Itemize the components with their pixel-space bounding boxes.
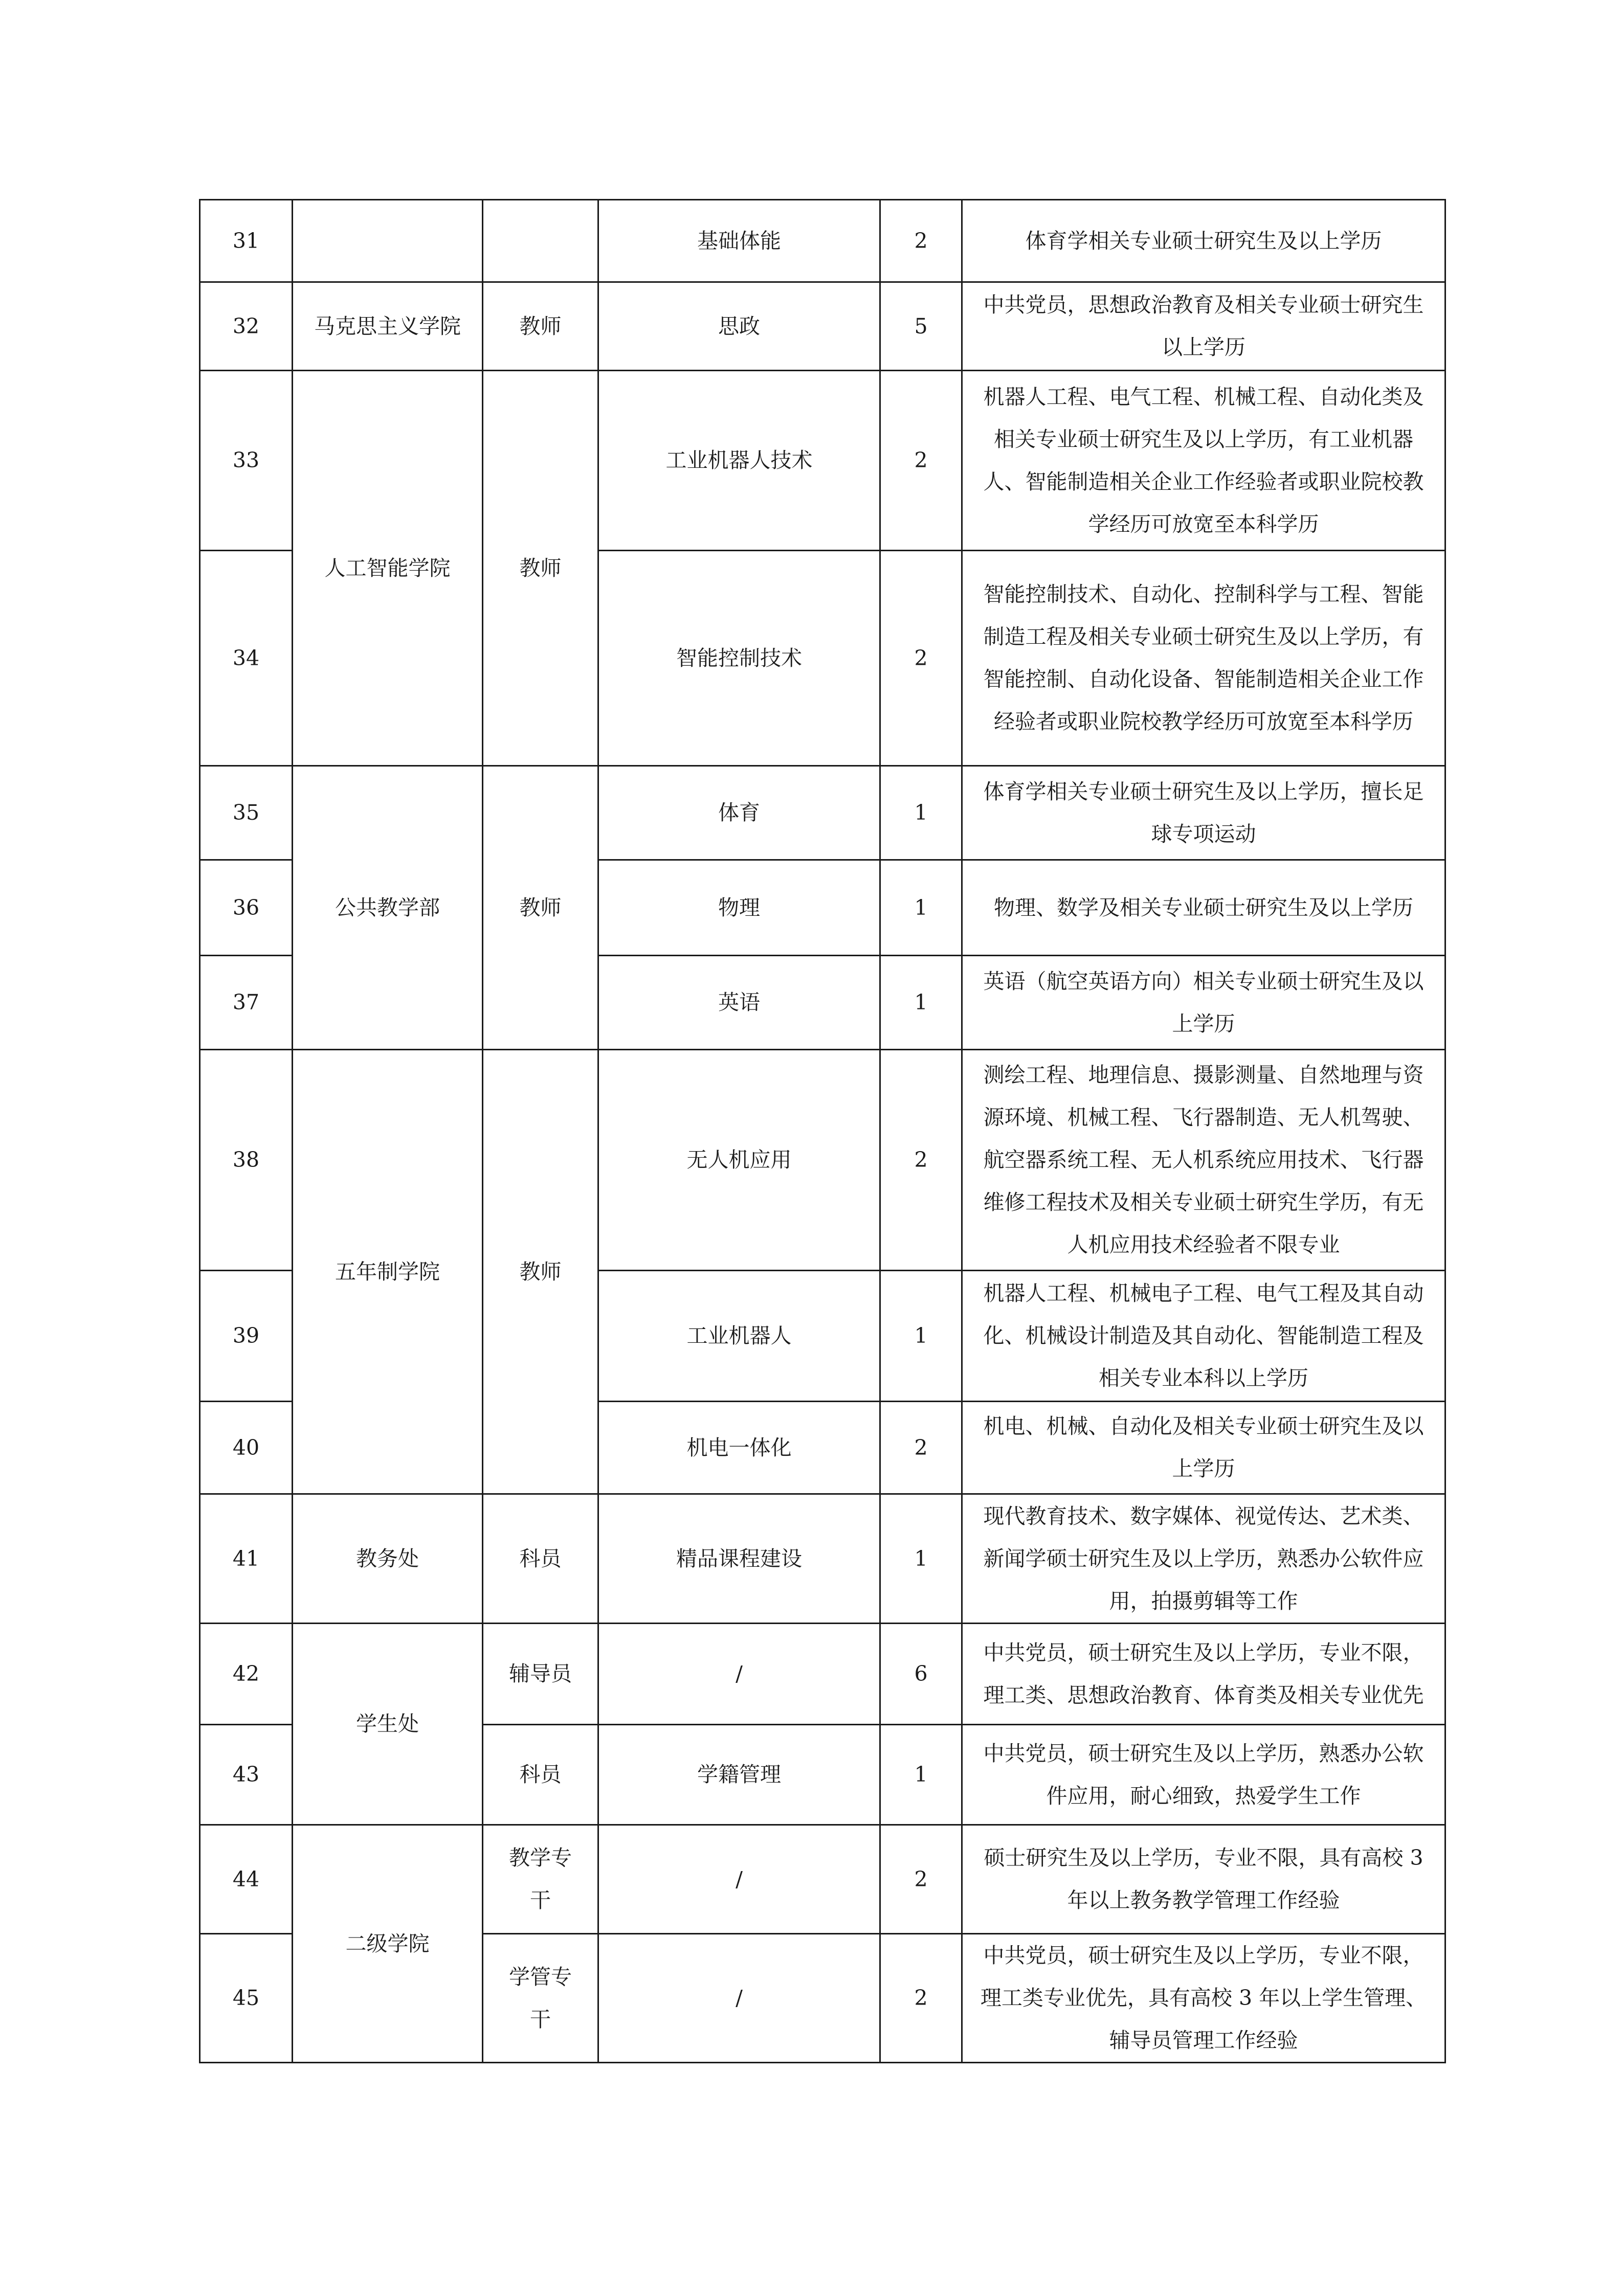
requirements-cell: 现代教育技术、数字媒体、视觉传达、艺术类、 新闻学硕士研究生及以上学历，熟悉办公软件应 用，拍摄剪辑等工作 (962, 1494, 1445, 1624)
position-cell: 教师 (483, 766, 598, 1050)
requirements-cell: 机器人工程、电气工程、机械工程、自动化类及 相关专业硕士研究生及以上学历，有工业机器 人、智能制造相关企业工作经验者或职业院校教 学经历可放宽至本科学历 (962, 371, 1445, 551)
headcount-cell: 6 (880, 1624, 962, 1725)
requirements-cell: 物理、数学及相关专业硕士研究生及以上学历 (962, 860, 1445, 956)
position-cell: 教学专 干 (483, 1825, 598, 1934)
row-number: 43 (200, 1725, 293, 1825)
table-row (200, 282, 1445, 371)
major-cell: / (598, 1825, 880, 1934)
major-cell: 思政 (598, 282, 880, 371)
requirements-cell: 中共党员，硕士研究生及以上学历，专业不限， 理工类专业优先，具有高校 3 年以上学生管理、 辅导员管理工作经验 (962, 1934, 1445, 2063)
headcount-cell: 2 (880, 1934, 962, 2063)
major-cell: 工业机器人技术 (598, 371, 880, 551)
major-cell: 机电一体化 (598, 1402, 880, 1494)
major-cell: 体育 (598, 766, 880, 860)
row-number: 40 (200, 1402, 293, 1494)
requirements-cell: 机电、机械、自动化及相关专业硕士研究生及以 上学历 (962, 1402, 1445, 1494)
department-cell: 五年制学院 (293, 1050, 483, 1494)
headcount-cell: 1 (880, 860, 962, 956)
position-cell: 辅导员 (483, 1624, 598, 1725)
major-cell: 无人机应用 (598, 1050, 880, 1271)
headcount-cell: 2 (880, 551, 962, 766)
requirements-cell: 体育学相关专业硕士研究生及以上学历，擅长足 球专项运动 (962, 766, 1445, 860)
major-cell: / (598, 1934, 880, 2063)
row-number: 37 (200, 956, 293, 1050)
row-number: 45 (200, 1934, 293, 2063)
table-row (200, 1825, 1445, 1934)
table-row (200, 1624, 1445, 1725)
headcount-cell: 2 (880, 1050, 962, 1271)
table-row (200, 766, 1445, 860)
row-number: 35 (200, 766, 293, 860)
requirements-cell: 机器人工程、机械电子工程、电气工程及其自动 化、机械设计制造及其自动化、智能制造工程及 相关专业本科以上学历 (962, 1271, 1445, 1402)
row-number: 34 (200, 551, 293, 766)
department-cell: 教务处 (293, 1494, 483, 1624)
table-row (200, 1050, 1445, 1271)
row-number: 33 (200, 371, 293, 551)
department-cell: 学生处 (293, 1624, 483, 1825)
headcount-cell: 2 (880, 1402, 962, 1494)
position-cell: 教师 (483, 371, 598, 766)
table-row (200, 1494, 1445, 1624)
major-cell: 学籍管理 (598, 1725, 880, 1825)
row-number: 38 (200, 1050, 293, 1271)
headcount-cell: 1 (880, 1271, 962, 1402)
major-cell: 物理 (598, 860, 880, 956)
headcount-cell: 1 (880, 1725, 962, 1825)
requirements-cell: 中共党员，硕士研究生及以上学历，专业不限， 理工类、思想政治教育、体育类及相关专业优先 (962, 1624, 1445, 1725)
major-cell: 基础体能 (598, 200, 880, 282)
requirements-cell: 硕士研究生及以上学历，专业不限，具有高校 3 年以上教务教学管理工作经验 (962, 1825, 1445, 1934)
table-row (200, 371, 1445, 551)
department-cell: 马克思主义学院 (293, 282, 483, 371)
department-cell: 人工智能学院 (293, 371, 483, 766)
headcount-cell: 2 (880, 371, 962, 551)
headcount-cell: 2 (880, 1825, 962, 1934)
major-cell: 工业机器人 (598, 1271, 880, 1402)
row-number: 39 (200, 1271, 293, 1402)
position-cell (483, 200, 598, 282)
requirements-cell: 测绘工程、地理信息、摄影测量、自然地理与资 源环境、机械工程、飞行器制造、无人机驾驶、 航空器系统工程、无人机系统应用技术、飞行器 维修工程技术及相关专业硕士研究生学历，有无 人机应用技术经验者不限专业 (962, 1050, 1445, 1271)
row-number: 32 (200, 282, 293, 371)
row-number: 41 (200, 1494, 293, 1624)
position-cell: 学管专 干 (483, 1934, 598, 2063)
position-cell: 科员 (483, 1494, 598, 1624)
row-number: 36 (200, 860, 293, 956)
requirements-cell: 智能控制技术、自动化、控制科学与工程、智能 制造工程及相关专业硕士研究生及以上学历，有 智能控制、自动化设备、智能制造相关企业工作 经验者或职业院校教学经历可放宽至本科学历 (962, 551, 1445, 766)
row-number: 44 (200, 1825, 293, 1934)
row-number: 31 (200, 200, 293, 282)
position-cell: 教师 (483, 1050, 598, 1494)
position-cell: 教师 (483, 282, 598, 371)
department-cell: 公共教学部 (293, 766, 483, 1050)
requirements-cell: 体育学相关专业硕士研究生及以上学历 (962, 200, 1445, 282)
row-number: 42 (200, 1624, 293, 1725)
headcount-cell: 1 (880, 956, 962, 1050)
major-cell: 英语 (598, 956, 880, 1050)
headcount-cell: 2 (880, 200, 962, 282)
requirements-cell: 中共党员，思想政治教育及相关专业硕士研究生 以上学历 (962, 282, 1445, 371)
requirements-cell: 英语（航空英语方向）相关专业硕士研究生及以 上学历 (962, 956, 1445, 1050)
table-row (200, 200, 1445, 282)
department-cell: 二级学院 (293, 1825, 483, 2063)
headcount-cell: 1 (880, 766, 962, 860)
requirements-cell: 中共党员，硕士研究生及以上学历，熟悉办公软 件应用，耐心细致，热爱学生工作 (962, 1725, 1445, 1825)
headcount-cell: 1 (880, 1494, 962, 1624)
department-cell (293, 200, 483, 282)
recruitment-table (199, 199, 1446, 2063)
major-cell: 智能控制技术 (598, 551, 880, 766)
major-cell: / (598, 1624, 880, 1725)
major-cell: 精品课程建设 (598, 1494, 880, 1624)
position-cell: 科员 (483, 1725, 598, 1825)
headcount-cell: 5 (880, 282, 962, 371)
